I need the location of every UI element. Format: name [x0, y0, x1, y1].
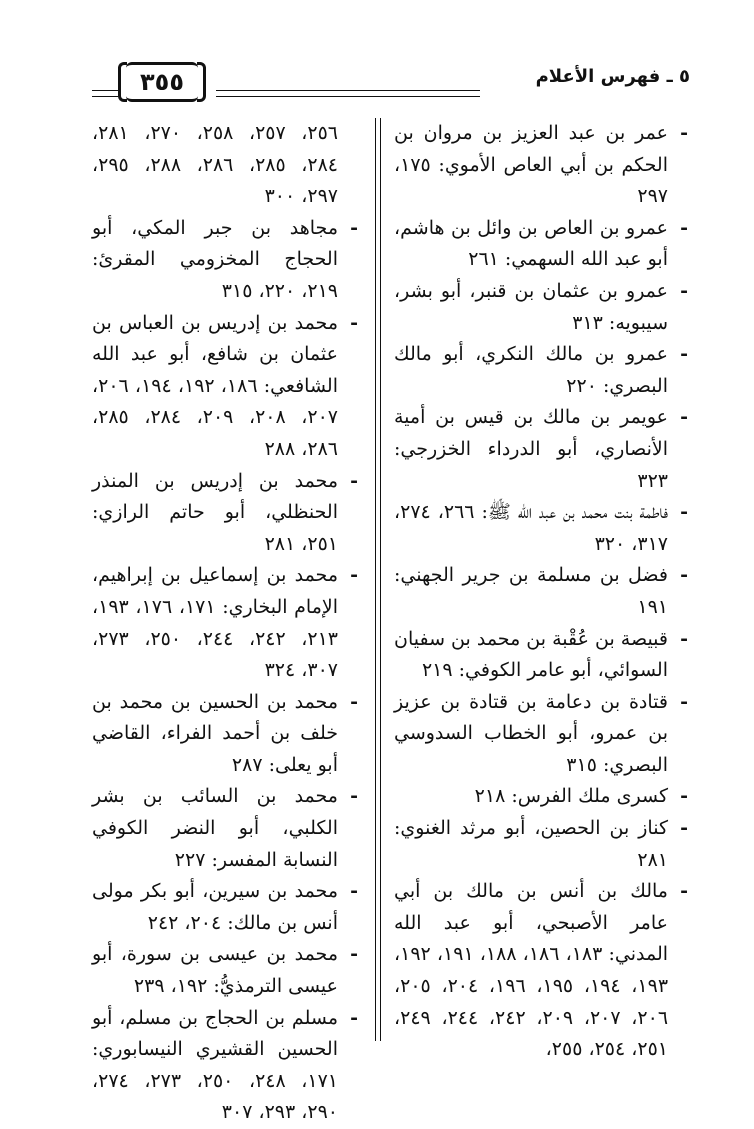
index-entry: - عويمر بن مالك بن قيس بن أمية الأنصاري، أبو الدرداء الخزرجي: ٣٢٣ [394, 402, 690, 497]
index-entry: - محمد بن إدريس بن العباس بن عثمان بن شافع، أبو عبد الله الشافعي: ١٨٦، ١٩٢، ١٩٤، ٢٠٦، ٢٠٧، ٢٠٨، ٢٠٩، ٢٨٤، ٢٨٥، ٢٨٦، ٢٨٨ [92, 308, 360, 466]
index-entry: - مسلم بن الحجاج بن مسلم، أبو الحسين القشيري النيسابوري: ١٧١، ٢٤٨، ٢٥٠، ٢٧٣، ٢٧٤، ٢٩٠، ٢٩٣، ٣٠٧ [92, 1003, 360, 1129]
index-entry: - عمر بن عبد العزيز بن مروان بن الحكم بن أبي العاص الأموي: ١٧٥، ٢٩٧ [394, 118, 690, 213]
index-entry: - كناز بن الحصين، أبو مرثد الغنوي: ٢٨١ [394, 813, 690, 876]
index-entry: - مجاهد بن جبر المكي، أبو الحجاج المخزومي المقرئ: ٢١٩، ٢٢٠، ٣١٥ [92, 213, 360, 308]
header-rule-bottom [216, 96, 480, 97]
index-entry: - قبيصة بن عُقْبة بن محمد بن سفيان السوائي، أبو عامر الكوفي: ٢١٩ [394, 624, 690, 687]
index-entry: - محمد بن إسماعيل بن إبراهيم، الإمام البخاري: ١٧١، ١٧٦، ١٩٣، ٢١٣، ٢٤٢، ٢٤٤، ٢٥٠، ٢٧٣، ٣٠٧، ٣٢٤ [92, 560, 360, 686]
index-entry: - مالك بن أنس بن مالك بن أبي عامر الأصبحي، أبو عبد الله المدني: ١٨٣، ١٨٦، ١٨٨، ١٩١، ١٩٢، ١٩٣، ١٩٤، ١٩٥، ١٩٦، ٢٠٤، ٢٠٥، ٢٠٦، ٢٠٧، ٢٠٩، ٢٤٢، ٢٤٤، ٢٤٩، ٢٥١، ٢٥٤، ٢٥٥، [394, 876, 690, 1066]
index-column-right [394, 118, 690, 1066]
index-entry: - عمرو بن العاص بن وائل بن هاشم، أبو عبد الله السهمي: ٢٦١ [394, 213, 690, 276]
index-entry: - فاطمة بنت محمد بن عبد الله ﷺ: ٢٦٦، ٢٧٤، ٣١٧، ٣٢٠ [394, 497, 690, 560]
index-entry: - قتادة بن دعامة بن قتادة بن عزيز بن عمرو، أبو الخطاب السدوسي البصري: ٣١٥ [394, 687, 690, 782]
page-number: ٣٥٥ [126, 62, 198, 102]
page-header [92, 62, 690, 112]
index-entry: - محمد بن عيسى بن سورة، أبو عيسى الترمذيُّ: ١٩٢، ٢٣٩ [92, 939, 360, 1002]
index-entry: - كسرى ملك الفرس: ٢١٨ [394, 781, 690, 813]
index-entry: - عمرو بن مالك النكري، أبو مالك البصري: ٢٢٠ [394, 339, 690, 402]
running-title: ٥ ـ فهرس الأعلام [535, 66, 690, 87]
index-column-left [92, 118, 360, 1129]
index-entry: - محمد بن إدريس بن المنذر الحنظلي، أبو حاتم الرازي: ٢٥١، ٢٨١ [92, 466, 360, 561]
index-entry: - عمرو بن عثمان بن قنبر، أبو بشر، سيبويه: ٣١٣ [394, 276, 690, 339]
index-entry: - محمد بن سيرين، أبو بكر مولى أنس بن مالك: ٢٠٤، ٢٤٢ [92, 876, 360, 939]
header-rule-left-bottom [92, 96, 118, 97]
index-entry: - محمد بن السائب بن بشر الكلبي، أبو النضر الكوفي النسابة المفسر: ٢٢٧ [92, 781, 360, 876]
index-entry-continuation: ٢٥٦، ٢٥٧، ٢٥٨، ٢٧٠، ٢٨١، ٢٨٤، ٢٨٥، ٢٨٦، ٢٨٨، ٢٩٥، ٢٩٧، ٣٠٠ [92, 122, 339, 208]
header-rule-top [216, 90, 480, 91]
column-divider [375, 118, 376, 1041]
index-entry: - فضل بن مسلمة بن جرير الجهني: ١٩١ [394, 560, 690, 623]
column-divider-inner [380, 118, 381, 1041]
index-entry: - محمد بن الحسين بن محمد بن خلف بن أحمد الفراء، القاضي أبو يعلى: ٢٨٧ [92, 687, 360, 782]
header-rule-left-top [92, 90, 118, 91]
